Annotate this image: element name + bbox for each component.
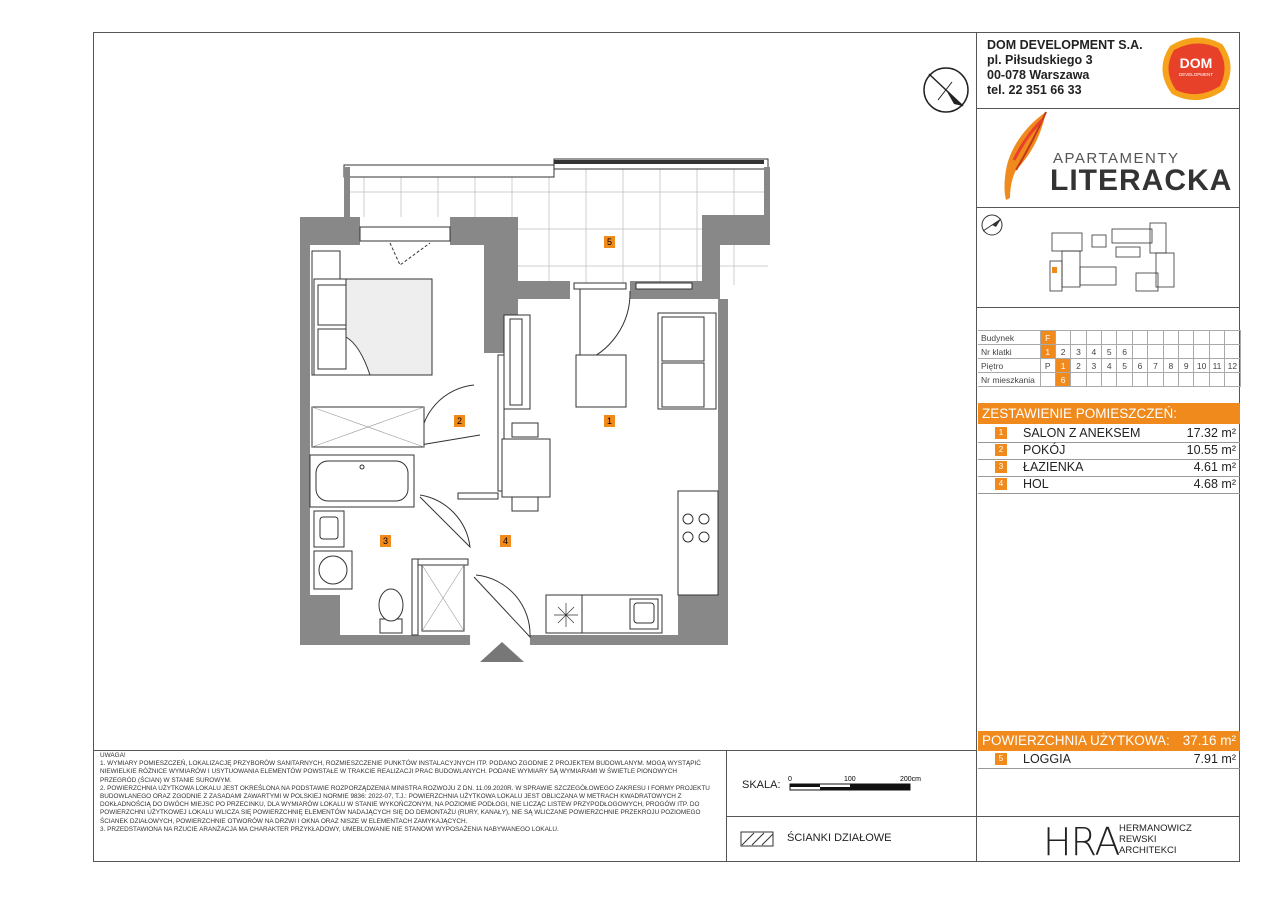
room-name: HOL: [1023, 477, 1049, 491]
partition-legend-icon: [740, 831, 774, 847]
room-name: SALON Z ANEKSEM: [1023, 426, 1141, 440]
location-row: [978, 331, 1240, 345]
notes: [100, 752, 712, 834]
total-area-label: POWIERZCHNIA UŻYTKOWA:: [982, 733, 1170, 748]
location-cell: 8: [1163, 359, 1178, 373]
room-num: 2: [995, 444, 1007, 456]
dom-development-logo: [1158, 36, 1234, 102]
location-row-label: Budynek: [978, 331, 1040, 345]
feather-icon: [998, 110, 1058, 202]
room-area: 4.61 m²: [1193, 460, 1236, 474]
location-row: [978, 345, 1240, 359]
company-info: [987, 38, 1143, 98]
location-cell: [1117, 331, 1132, 345]
divider: [976, 32, 977, 862]
room-row: [978, 442, 1240, 460]
location-cell: [1102, 331, 1117, 345]
location-cell: [1148, 373, 1163, 387]
scale-bar: [786, 774, 926, 794]
architect-line2: REWSKI: [1119, 834, 1157, 845]
location-row: [978, 373, 1240, 387]
note-2: 2. POWIERZCHNIA UŻYTKOWA LOKALU JEST OKREŚLONA NA PODSTAWIE ROZPORZĄDZENIA MINISTRA ROZWOJU Z DN. 11.09.2020R. W SPRAWIE SZCZEGÓŁOWEGO ZAKRESU I FORMY PROJEKTU BUDOWLANEGO ORAZ ZGODNIE Z ZASADAMI ZAWARTYMI W POLSKIEJ NORMIE 9836: 2022-07, T.J.: POWIERZCHNIA UŻYTKOWA LOKALU JEST OBLICZANA W METRACH KWADRATOWYCH Z DOKŁADNOŚCIĄ DO DWÓCH MIEJSC PO PRZECINKU, DLA WYMIARÓW LOKALU W STANIE WYKOŃCZONYM, NA POZIOMIE PODŁOGI, NIE LICZĄC LISTEW PRZYPODŁOGOWYCH, PROGÓW ITP. DO POWIERZCHNI UŻYTKOWEJ LOKALU WLICZA SIĘ POWIERZCHNIĘ ELEMENTÓW NADAJĄCYCH SIĘ DO DEMONTAŻU (RURY, KANAŁY), NIE SĄ WLICZANE POWIERZCHNIE PRZEKROJU POZIOMEGO ŚCIANEK DZIAŁOWYCH, POWIERZCHNIE OTWORÓW NA DRZWI I OKNA ORAZ NISZE W ELEMENTACH ZAMYKAJĄCYCH.: [100, 784, 710, 825]
company-name: DOM DEVELOPMENT S.A.: [987, 38, 1143, 52]
location-cell: 11: [1209, 359, 1224, 373]
logo-dom-text: DOM: [1179, 55, 1213, 71]
north-compass-icon: [920, 64, 972, 116]
divider: [93, 750, 977, 751]
bed: [312, 251, 432, 375]
site-plan-thumbnail: [980, 211, 1238, 305]
location-cell: [1148, 331, 1163, 345]
room-area: 4.68 m²: [1193, 477, 1236, 491]
location-cell: 6: [1055, 373, 1070, 387]
location-cell: 7: [1148, 359, 1163, 373]
rooms-header: ZESTAWIENIE POMIESZCZEŃ:: [982, 406, 1178, 421]
location-cell: 12: [1225, 359, 1240, 373]
location-row: [978, 359, 1240, 373]
loggia-area: 7.91 m²: [1193, 752, 1236, 766]
plan-label-1: 1: [606, 416, 613, 426]
location-row-label: Nr klatki: [978, 345, 1040, 359]
room-row: [978, 476, 1240, 494]
company-phone: tel. 22 351 66 33: [987, 83, 1082, 97]
location-cell: [1179, 331, 1194, 345]
location-cell: [1071, 331, 1086, 345]
room-name: POKÓJ: [1023, 443, 1066, 457]
notes-title: UWAGA!: [100, 752, 126, 759]
room-name: ŁAZIENKA: [1023, 460, 1084, 474]
location-cell: 1: [1055, 359, 1070, 373]
location-cell: 5: [1102, 345, 1117, 359]
location-cell: [1071, 373, 1086, 387]
location-cell: [1132, 331, 1147, 345]
total-area-bar: [978, 731, 1240, 751]
location-cell: 10: [1194, 359, 1209, 373]
living-furniture: [502, 313, 716, 511]
room-num: 3: [995, 461, 1007, 473]
divider: [976, 816, 1240, 817]
plan-label-3: 3: [382, 536, 389, 546]
location-cell: [1148, 345, 1163, 359]
location-cell: 2: [1055, 345, 1070, 359]
location-cell: [1194, 345, 1209, 359]
location-cell: [1132, 373, 1147, 387]
company-address: pl. Piłsudskiego 3: [987, 53, 1093, 67]
room-num: 4: [995, 478, 1007, 490]
loggia-row: [978, 751, 1240, 769]
compass-small-icon: [982, 215, 1002, 235]
location-cell: P: [1040, 359, 1055, 373]
location-cell: [1225, 331, 1240, 345]
divider: [976, 207, 1240, 208]
location-cell: [1194, 373, 1209, 387]
location-cell: [1055, 331, 1070, 345]
location-cell: 4: [1102, 359, 1117, 373]
location-table: [978, 330, 1241, 387]
location-cell: [1086, 373, 1101, 387]
architect-line3: ARCHITEKCI: [1119, 845, 1177, 856]
total-area-value: 37.16 m²: [1182, 733, 1236, 748]
location-cell: [1163, 345, 1178, 359]
room-row: [978, 425, 1240, 443]
legend-label: ŚCIANKI DZIAŁOWE: [787, 832, 892, 844]
location-cell: 3: [1086, 359, 1101, 373]
project-subtitle: APARTAMENTY: [1053, 150, 1180, 167]
location-cell: [1117, 373, 1132, 387]
location-cell: 5: [1117, 359, 1132, 373]
floor-plan: [290, 155, 780, 665]
bathtub: [310, 455, 414, 507]
note-1: 1. WYMIARY POMIESZCZEŃ, LOKALIZACJĘ PRZYBORÓW SANITARNYCH, ROZMIESZCZENIE PUNKTÓW INSTALACYJNYCH ITP. PODANO ZGODNIE Z PROJEKTEM BUDOWLANYM. MOGĄ WYSTĄPIĆ NIEWIELKIE RÓŻNICE WYMIARÓW I USYTUOWANIA ELEMENTÓW POWSTAŁE W TRAKCIE REALIZACJI PRAC BUDOWLANYCH. PODANE WYMIARY SĄ WYMIARAMI W ŚWIETLE PIONOWYCH PRZEGRÓD (ŚCIAN) W STANIE SUROWYM.: [100, 760, 701, 784]
location-cell: [1179, 373, 1194, 387]
divider: [976, 307, 1240, 308]
location-cell: [1179, 345, 1194, 359]
location-row-label: Nr mieszkania: [978, 373, 1040, 387]
logo-development-text: DEVELOPMENT: [1178, 72, 1214, 77]
architect-line1: HERMANOWICZ: [1119, 823, 1192, 834]
location-cell: [1209, 345, 1224, 359]
location-cell: 9: [1179, 359, 1194, 373]
company-city: 00-078 Warszawa: [987, 68, 1090, 82]
location-row-label: Piętro: [978, 359, 1040, 373]
location-cell: [1040, 373, 1055, 387]
plan-label-2: 2: [456, 416, 463, 426]
room-row: [978, 459, 1240, 477]
divider: [726, 816, 977, 817]
location-cell: 2: [1071, 359, 1086, 373]
location-cell: [1163, 373, 1178, 387]
location-cell: 3: [1071, 345, 1086, 359]
divider: [726, 750, 727, 862]
location-cell: 4: [1086, 345, 1101, 359]
scale-label: SKALA:: [742, 779, 781, 791]
location-cell: 6: [1117, 345, 1132, 359]
plan-label-5: 5: [606, 237, 613, 247]
scale-tick-200: 200cm: [900, 776, 922, 783]
location-cell: 6: [1132, 359, 1147, 373]
loggia-name: LOGGIA: [1023, 752, 1071, 766]
location-cell: [1209, 331, 1224, 345]
plan-label-4: 4: [502, 536, 509, 546]
location-cell: [1132, 345, 1147, 359]
room-area: 17.32 m²: [1186, 426, 1236, 440]
location-cell: [1194, 331, 1209, 345]
architect-logo: HRA: [1043, 820, 1120, 864]
scale-tick-0: 0: [788, 776, 792, 783]
scale-tick-100: 100: [844, 776, 856, 783]
location-cell: 1: [1040, 345, 1055, 359]
room-num: 1: [995, 427, 1007, 439]
loggia-num: 5: [995, 753, 1007, 765]
location-cell: F: [1040, 331, 1055, 345]
location-cell: [1102, 373, 1117, 387]
note-3: 3. PRZEDSTAWIONA NA RZUCIE ARANŻACJA MA CHARAKTER PRZYKŁADOWY, UMEBLOWANIE NIE STANOWI WYPOSAŻENIA NABYWANEGO LOKALU.: [100, 825, 559, 833]
architect-name: [1119, 823, 1192, 856]
location-cell: [1209, 373, 1224, 387]
location-cell: [1225, 373, 1240, 387]
rooms-header-bar: [978, 403, 1240, 424]
location-cell: [1086, 331, 1101, 345]
entrance-arrow-icon: [480, 642, 524, 662]
room-area: 10.55 m²: [1186, 443, 1236, 457]
divider: [976, 108, 1240, 109]
location-cell: [1225, 345, 1240, 359]
project-title: LITERACKA: [1050, 164, 1233, 197]
location-cell: [1163, 331, 1178, 345]
